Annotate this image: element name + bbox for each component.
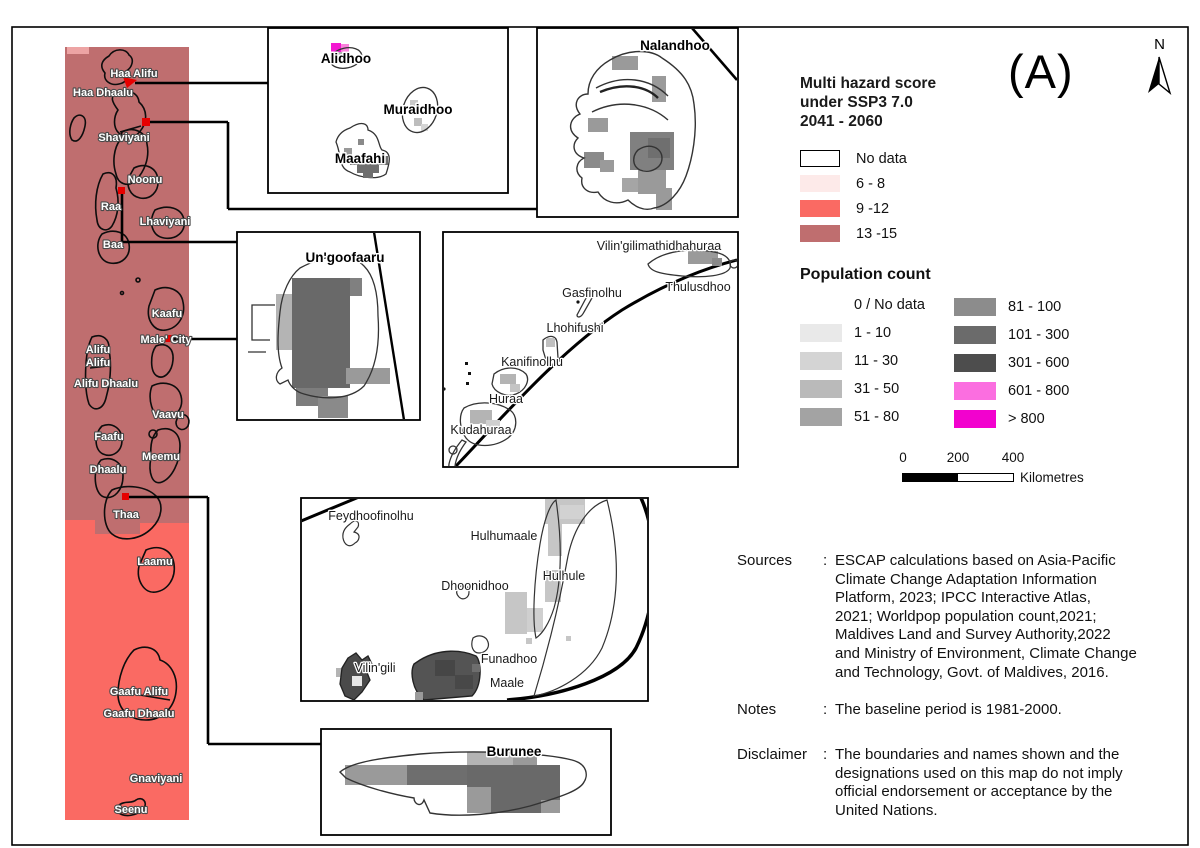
- pop-swatch-1-10: [800, 324, 842, 342]
- notes-text: The baseline period is 1981-2000.: [835, 701, 1062, 718]
- north-label: N: [1154, 36, 1165, 53]
- atoll-label-baa: Baa: [102, 239, 124, 251]
- scale-tick-0: 0: [899, 450, 907, 465]
- island-label-dhoonidhoo: Dhoonidhoo: [441, 579, 509, 593]
- island-label-vilingili: Vilin'gili: [354, 661, 396, 675]
- atoll-label-alifu-2: Alifu: [85, 357, 111, 369]
- atoll-label-vaavu: Vaavu: [152, 409, 184, 421]
- atoll-label-alifu-dhaalu: Alifu Dhaalu: [73, 378, 139, 390]
- disclaimer-text: The boundaries and names shown and the designations used on this map do not imply official endorsement or acceptance by the United Nations.: [835, 746, 1123, 819]
- scale-bar: [902, 473, 1014, 482]
- hazard-class-label: 9 -12: [856, 200, 890, 217]
- hazard-strip: [65, 47, 189, 820]
- hazard-legend: [800, 150, 907, 250]
- pop-class-label: 301 - 600: [1008, 355, 1070, 371]
- island-label-thulusdhoo: Thulusdhoo: [665, 280, 731, 294]
- sources-text: ESCAP calculations based on Asia-Pacific Climate Change Adaptation Information Platform, 2023; IPCC Interactive Atlas, 2021; Worldpop population count,2021; Maldives Land and Survey Authority,2022 and Ministry of Environment, Climate Change and Technology, Govt. of Maldives, 2016.: [835, 552, 1137, 681]
- atoll-label-noonu: Noonu: [127, 174, 163, 186]
- island-label-ungoofaaru: Un'goofaaru: [305, 250, 385, 265]
- island-label-gasfinolhu: Gasfinolhu: [562, 286, 622, 300]
- sources-colon: :: [823, 552, 828, 569]
- atoll-label-lhaviyani: Lhaviyani: [139, 216, 191, 228]
- pop-swatch-301-600: [954, 354, 996, 372]
- population-legend-title: Population count: [800, 266, 931, 283]
- island-label-huraa: Huraa: [488, 392, 524, 406]
- notes-label: Notes: [737, 701, 777, 718]
- island-label-muraidhoo: Muraidhoo: [383, 102, 453, 117]
- island-label-maafahi: Maafahi: [334, 151, 386, 166]
- disclaimer-block: [737, 746, 1187, 820]
- pop-class-label: 81 - 100: [1008, 299, 1062, 315]
- pop-class-label: 31 - 50: [854, 381, 900, 397]
- pop-class-label: 1 - 10: [854, 325, 892, 341]
- atoll-label-meemu: Meemu: [142, 451, 180, 463]
- hazard-legend-row: [800, 200, 907, 217]
- scale-unit: Kilometres: [1020, 470, 1084, 485]
- scale-tick-400: 400: [1001, 450, 1025, 465]
- scale-tick-200: 200: [946, 450, 970, 465]
- atoll-label-faafu: Faafu: [94, 431, 124, 443]
- hazard-class-label: 6 - 8: [856, 175, 886, 192]
- island-label-maale: Maale: [489, 676, 525, 690]
- pop-swatch-101-300: [954, 326, 996, 344]
- pop-class-label: > 800: [1008, 411, 1045, 427]
- panel-label: (A): [1008, 45, 1074, 98]
- pop-class-label: 11 - 30: [854, 353, 899, 369]
- hazard-swatch-9-12: [800, 200, 840, 217]
- pop-swatch-800-plus: [954, 410, 996, 428]
- island-label-funadhoo: Funadhoo: [480, 652, 538, 666]
- island-label-burunee: Burunee: [486, 744, 542, 759]
- pop-swatch-0: [800, 296, 842, 314]
- pop-class-label: 0 / No data: [854, 297, 925, 313]
- disclaimer-colon: :: [823, 746, 828, 763]
- population-legend-right: [954, 298, 1069, 438]
- island-label-feydhoofinolhu: Feydhoofinolhu: [328, 509, 414, 523]
- hazard-swatch-no-data: [800, 150, 840, 167]
- island-label-hulhule: Hulhule: [542, 569, 586, 583]
- pop-swatch-11-30: [800, 352, 842, 370]
- disclaimer-label: Disclaimer: [737, 746, 808, 763]
- atoll-label-gaafu-dhaalu: Gaafu Dhaalu: [103, 708, 175, 720]
- atoll-label-haa-alifu: Haa Alifu: [110, 68, 158, 80]
- hazard-class-label: 13 -15: [856, 225, 898, 242]
- pop-class-label: 51 - 80: [854, 409, 900, 425]
- pop-swatch-81-100: [954, 298, 996, 316]
- hazard-legend-row: [800, 150, 907, 167]
- atoll-label-thaa: Thaa: [113, 509, 139, 521]
- hazard-legend-row: [800, 175, 907, 192]
- hazard-legend-title: Multi hazard score under SSP3 7.0 2041 - 2060: [800, 75, 937, 130]
- pop-swatch-31-50: [800, 380, 842, 398]
- sources-block: [737, 552, 1187, 682]
- pop-class-label: 601 - 800: [1008, 383, 1070, 399]
- pop-swatch-51-80: [800, 408, 842, 426]
- atoll-label-gaafu-alifu: Gaafu Alifu: [109, 686, 169, 698]
- atoll-label-seenu: Seenu: [114, 804, 148, 816]
- atoll-label-male-city: Male' City: [140, 334, 192, 346]
- sources-label: Sources: [737, 552, 793, 569]
- atoll-label-kaafu: Kaafu: [151, 308, 183, 320]
- atoll-label-raa: Raa: [100, 201, 122, 213]
- hazard-class-label: No data: [856, 150, 907, 167]
- notes-colon: :: [823, 701, 828, 718]
- atoll-label-shaviyani: Shaviyani: [98, 132, 150, 144]
- atoll-label-dhaalu: Dhaalu: [89, 464, 127, 476]
- notes-block: [737, 701, 1187, 720]
- pop-swatch-601-800: [954, 382, 996, 400]
- atoll-label-gnaviyani: Gnaviyani: [129, 773, 183, 785]
- island-label-hulhumaale: Hulhumaale: [470, 529, 538, 543]
- island-label-kudahuraa: Kudahuraa: [450, 423, 512, 437]
- island-label-nalandhoo: Nalandhoo: [640, 38, 710, 53]
- pop-class-label: 101 - 300: [1008, 327, 1070, 343]
- atoll-label-laamu: Laamu: [137, 556, 173, 568]
- hazard-swatch-13-15: [800, 225, 840, 242]
- population-legend-left: [800, 296, 925, 436]
- island-label-vilingilimathidhahuraa: Vilin'gilimathidhahuraa: [596, 239, 722, 253]
- atoll-label-alifu-1: Alifu: [85, 344, 111, 356]
- hazard-cell-light: [67, 47, 89, 54]
- island-label-kanifinolhu: Kanifinolhu: [501, 355, 563, 369]
- hazard-swatch-6-8: [800, 175, 840, 192]
- hazard-legend-row: [800, 225, 907, 242]
- island-label-lhohifushi: Lhohifushi: [546, 321, 604, 335]
- island-label-alidhoo: Alidhoo: [320, 51, 372, 66]
- atoll-label-haa-dhaalu: Haa Dhaalu: [73, 87, 133, 99]
